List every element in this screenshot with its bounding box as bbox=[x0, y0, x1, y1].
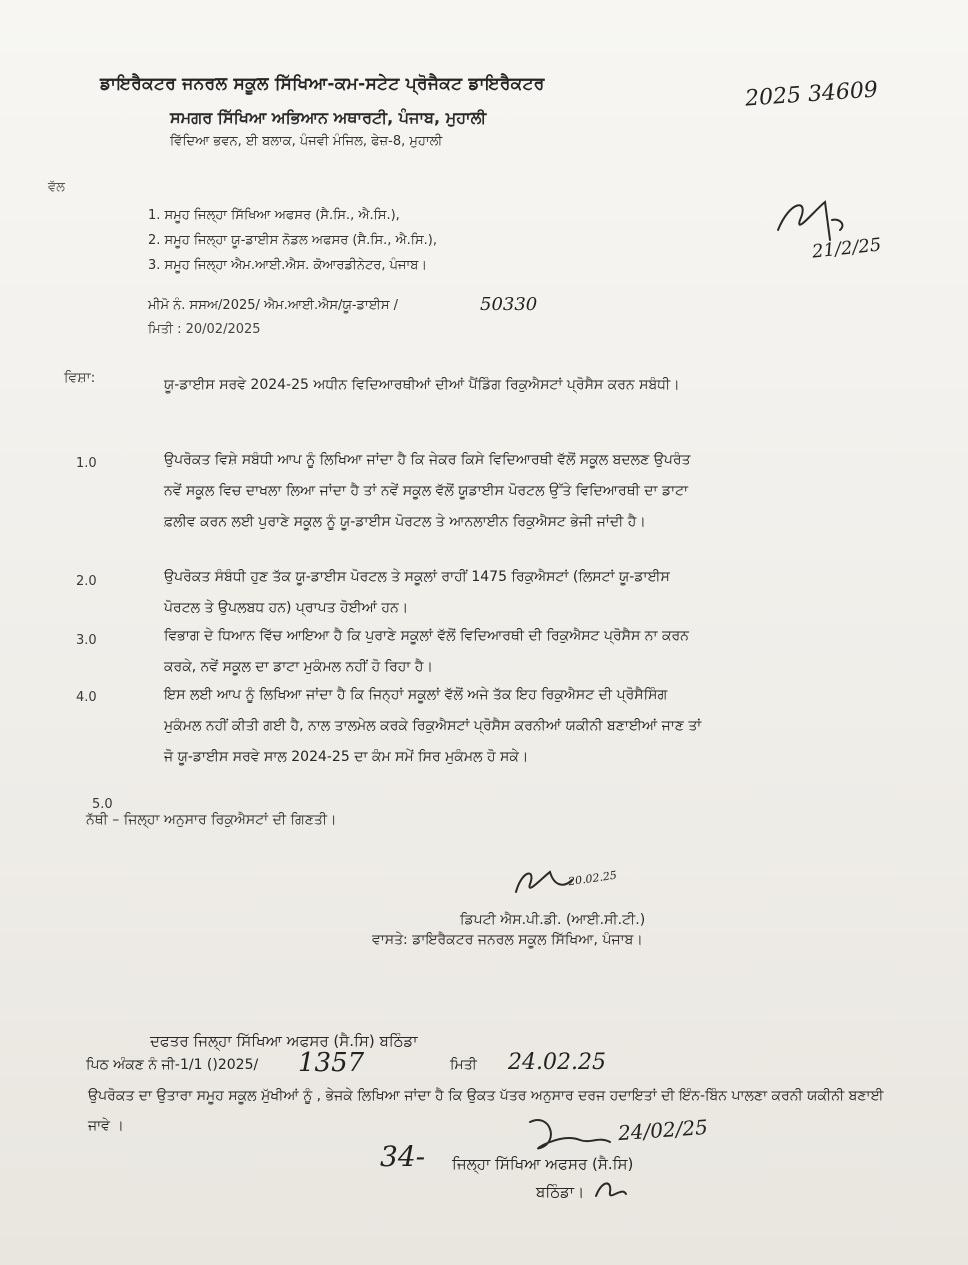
forward-reference: ਪਿਠ ਅੰਕਣ ਨੰ ਜੀ-1/1 ()2025/ bbox=[86, 1057, 259, 1073]
forward-place-scribble bbox=[592, 1176, 632, 1206]
subject-text: ਯੂ-ਡਾਈਸ ਸਰਵੇ 2024-25 ਅਧੀਨ ਵਿਦਿਆਰਥੀਆਂ ਦੀਆਂ ਪੈਂਡਿੰਗ ਰਿਕੁਐਸਟਾਂ ਪ੍ਰੋਸੈਸ ਕਰਨ ਸਬੰਧੀ। bbox=[164, 377, 680, 393]
para-number-1: 1.0 bbox=[76, 456, 97, 471]
to-label: ਵੱਲ bbox=[48, 180, 65, 195]
addressee-2: 2. ਸਮੂਹ ਜਿਲ੍ਹਾ ਯੂ-ਡਾਈਸ ਨੋਡਲ ਅਫਸਰ (ਸੈ.ਸਿ., ਐ.ਸਿ.), bbox=[148, 233, 437, 248]
forward-number-handwritten: 1357 bbox=[298, 1048, 365, 1078]
enclosure-note: ਨੱਥੀ – ਜਿਲ੍ਹਾ ਅਨੁਸਾਰ ਰਿਕੁਐਸਟਾਂ ਦੀ ਗਿਣਤੀ। bbox=[86, 812, 337, 828]
para-number-4: 4.0 bbox=[76, 690, 97, 705]
forward-office: ਦਫਤਰ ਜਿਲ੍ਹਾ ਸਿੱਖਿਆ ਅਫਸਰ (ਸੈ.ਸਿ) ਬਠਿੰਡਾ bbox=[150, 1032, 418, 1050]
header-address: ਵਿੱਦਿਆ ਭਵਨ, ਈ ਬਲਾਕ, ਪੰਜਵੀ ਮੰਜਿਲ, ਫੇਜ਼-8, ਮੁਹਾਲੀ bbox=[170, 134, 443, 149]
forward-signature-date: 24/02/25 bbox=[617, 1114, 709, 1146]
signature-date-handwritten: 20.02.25 bbox=[567, 868, 618, 889]
paragraph-1: ਉਪਰੋਕਤ ਵਿਸ਼ੇ ਸਬੰਧੀ ਆਪ ਨੂੰ ਲਿਖਿਆ ਜਾਂਦਾ ਹੈ ਕਿ ਜੇਕਰ ਕਿਸੇ ਵਿਦਿਆਰਥੀ ਵੱਲੋਂ ਸਕੂਲ ਬਦਲਣ ਉਪਰੰਤ ਨਵੇਂ ਸਕੂਲ ਵਿਚ ਦਾਖਲਾ ਲਿਆ ਜਾਂਦਾ ਹੈ ਤਾਂ ਨਵੇਂ ਸਕੂਲ ਵੱਲੋਂ ਯੂਡਾਈਸ ਪੋਰਟਲ ਉੱਤੇ ਵਿਦਿਆਰਥੀ ਦਾ ਡਾਟਾ ਫ਼ਲੀਵ ਕਰਨ ਲਈ ਪੁਰਾਣੇ ਸਕੂਲ ਨੂੰ ਯੂ-ਡਾਈਸ ਪੋਰਟਲ ਤੇ ਆਨਲਾਈਨ ਰਿਕੁਐਸਟ ਭੇਜੀ ਜਾਂਦੀ ਹੈ। bbox=[164, 452, 691, 530]
para-number-3: 3.0 bbox=[76, 633, 97, 648]
addressee-3: 3. ਸਮੂਹ ਜਿਲ੍ਹਾ ਐਮ.ਆਈ.ਐਸ. ਕੋਆਰਡੀਨੇਟਰ, ਪੰਜਾਬ। bbox=[148, 258, 428, 273]
para-number-5: 5.0 bbox=[92, 797, 113, 812]
memo-reference: ਮੀਮੋ ਨੰ. ਸਸਅ/2025/ ਐਮ.ਆਈ.ਐਸ/ਯੂ-ਡਾਈਸ / bbox=[148, 298, 398, 313]
forward-instruction-text: ਉਪਰੋਕਤ ਦਾ ਉਤਾਰਾ ਸਮੂਹ ਸਕੂਲ ਮੁੱਖੀਆਂ ਨੂੰ , ਭੇਜਕੇ ਲਿਖਿਆ ਜਾਂਦਾ ਹੈ ਕਿ ਉਕਤ ਪੱਤਰ ਅਨੁਸਾਰ ਦਰਜ ਹਦਾਇਤਾਂ ਦੀ ਇੰਨ-ਬਿੰਨ ਪਾਲਣਾ ਕਰਨੀ ਯਕੀਨੀ ਬਣਾਈ ਜਾਵੇ । bbox=[88, 1088, 884, 1134]
forward-initial-handwritten: 34- bbox=[380, 1140, 426, 1173]
subject-label: ਵਿਸ਼ਾ: bbox=[64, 370, 96, 386]
forward-date-label: ਮਿਤੀ bbox=[450, 1057, 477, 1073]
paragraph-3: ਵਿਭਾਗ ਦੇ ਧਿਆਨ ਵਿੱਚ ਆਇਆ ਹੈ ਕਿ ਪੁਰਾਣੇ ਸਕੂਲਾਂ ਵੱਲੋਂ ਵਿਦਿਆਰਥੀ ਦੀ ਰਿਕੁਐਸਟ ਪ੍ਰੋਸੈਸ ਨਾ ਕਰਨ ਕਰਕੇ, ਨਵੇਂ ਸਕੂਲ ਦਾ ਡਾਟਾ ਮੁਕੰਮਲ ਨਹੀਂ ਹੋ ਰਿਹਾ ਹੈ। bbox=[164, 628, 689, 675]
paragraph-4: ਇਸ ਲਈ ਆਪ ਨੂੰ ਲਿਖਿਆ ਜਾਂਦਾ ਹੈ ਕਿ ਜਿਨ੍ਹਾਂ ਸਕੂਲਾਂ ਵੱਲੋਂ ਅਜੇ ਤੱਕ ਇਹ ਰਿਕੁਐਸਟ ਦੀ ਪ੍ਰੋਸੈਸਿੰਗ ਮੁਕੰਮਲ ਨਹੀਂ ਕੀਤੀ ਗਈ ਹੈ, ਨਾਲ ਤਾਲਮੇਲ ਕਰਕੇ ਰਿਕੁਐਸਟਾਂ ਪ੍ਰੋਸੈਸ ਕਰਨੀਆਂ ਯਕੀਨੀ ਬਣਾਈਆਂ ਜਾਣ ਤਾਂ ਜੋ ਯੂ-ਡਾਈਸ ਸਰਵੇ ਸਾਲ 2024-25 ਦਾ ਕੰਮ ਸਮੇਂ ਸਿਰ ਮੁਕੰਮਲ ਹੋ ਸਕੇ। bbox=[164, 687, 702, 765]
para-number-2: 2.0 bbox=[76, 574, 97, 589]
forward-signatory: ਜਿਲ੍ਹਾ ਸਿੱਖਿਆ ਅਫਸਰ (ਸੈ.ਸਿ) bbox=[452, 1155, 634, 1173]
paragraph-2: ਉਪਰੋਕਤ ਸੰਬੰਧੀ ਹੁਣ ਤੱਕ ਯੂ-ਡਾਈਸ ਪੋਰਟਲ ਤੇ ਸਕੂਲਾਂ ਰਾਹੀਂ 1475 ਰਿਕੁਐਸਟਾਂ (ਲਿਸਟਾਂ ਯੂ-ਡਾਈਸ ਪੋਰਟਲ ਤੇ ਉਪਲਬਧ ਹਨ) ਪ੍ਰਾਪਤ ਹੋਈਆਂ ਹਨ। bbox=[164, 569, 670, 616]
memo-date: ਮਿਤੀ : 20/02/2025 bbox=[148, 322, 261, 337]
handwritten-diary-number: 2025 34609 bbox=[744, 77, 879, 112]
header-line-2: ਸਮਗਰ ਸਿੱਖਿਆ ਅਭਿਆਨ ਅਥਾਰਟੀ, ਪੰਜਾਬ, ਮੁਹਾਲੀ bbox=[170, 108, 487, 127]
forward-place: ਬਠਿੰਡਾ। bbox=[536, 1183, 585, 1201]
signatory-office: ਵਾਸਤੇ: ਡਾਇਰੈਕਟਰ ਜਨਰਲ ਸਕੂਲ ਸਿੱਖਿਆ, ਪੰਜਾਬ। bbox=[372, 932, 643, 948]
header-line-1: ਡਾਇਰੈਕਟਰ ਜਨਰਲ ਸਕੂਲ ਸਿੱਖਿਆ-ਕਮ-ਸਟੇਟ ਪ੍ਰੋਜੈਕਟ ਡਾਇਰੈਕਟਰ bbox=[100, 74, 545, 94]
handwritten-initials-date: 21/2/25 bbox=[811, 234, 883, 263]
addressee-1: 1. ਸਮੂਹ ਜਿਲ੍ਹਾ ਸਿੱਖਿਆ ਅਫਸਰ (ਸੈ.ਸਿ., ਐ.ਸਿ.), bbox=[148, 208, 400, 223]
memo-number-handwritten: 50330 bbox=[480, 294, 538, 315]
signatory-title: ਡਿਪਟੀ ਐਸ.ਪੀ.ਡੀ. (ਆਈ.ਸੀ.ਟੀ.) bbox=[460, 912, 646, 928]
forward-date-handwritten: 24.02.25 bbox=[508, 1050, 606, 1075]
